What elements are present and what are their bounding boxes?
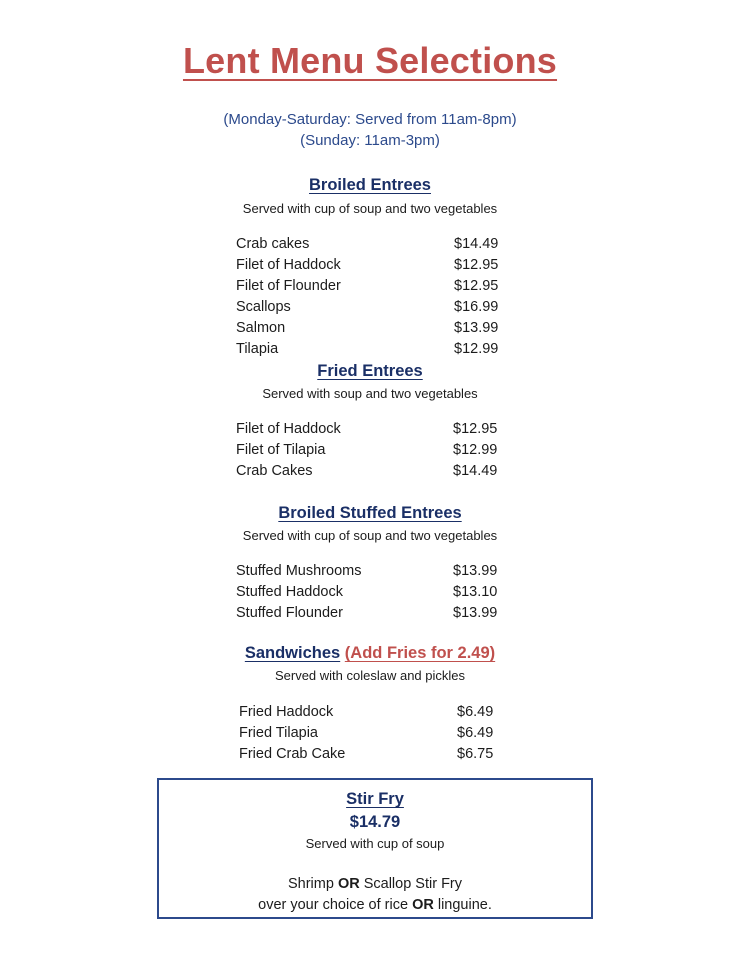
item-name: Filet of Haddock: [236, 257, 341, 273]
broiled-items: [236, 234, 506, 360]
item-name: Fried Tilapia: [239, 725, 318, 741]
menu-item: [236, 419, 506, 440]
stir-fry-subtitle: Served with cup of soup: [305, 836, 445, 851]
menu-item: [236, 561, 506, 582]
sandwich-items: [239, 702, 509, 765]
menu-item: [239, 702, 509, 723]
item-price: $12.95: [453, 421, 498, 437]
menu-item: [236, 603, 506, 624]
menu-item: [236, 234, 506, 255]
broiled-section-title: Broiled Entrees: [309, 176, 431, 194]
menu-item: [236, 582, 506, 603]
page-title: Lent Menu Selections: [182, 40, 558, 81]
item-price: $6.75: [457, 746, 494, 762]
item-price: $13.10: [453, 584, 498, 600]
stuffed-section-title: Broiled Stuffed Entrees: [278, 504, 462, 522]
menu-item: [236, 440, 506, 461]
menu-item: [239, 744, 509, 765]
item-name: Tilapia: [236, 341, 279, 357]
item-price: $6.49: [457, 704, 494, 720]
fried-items: [236, 419, 506, 482]
menu-item: [236, 318, 506, 339]
hours-sunday: (Sunday: 11am-3pm): [300, 132, 440, 149]
item-name: Stuffed Mushrooms: [236, 563, 362, 579]
item-price: $13.99: [454, 320, 499, 336]
broiled-section-subtitle: Served with cup of soup and two vegetables: [242, 201, 498, 216]
menu-item: [236, 276, 506, 297]
stir-fry-base: over your choice of rice OR linguine.: [258, 897, 492, 913]
item-price: $12.99: [454, 341, 499, 357]
stuffed-section-subtitle: Served with cup of soup and two vegetables: [242, 528, 498, 543]
menu-item: [236, 297, 506, 318]
item-price: $13.99: [453, 605, 498, 621]
fried-section-title: Fried Entrees: [317, 362, 423, 380]
item-name: Filet of Flounder: [236, 278, 341, 294]
item-price: $16.99: [454, 299, 499, 315]
sandwiches-section-subtitle: Served with coleslaw and pickles: [274, 668, 466, 683]
item-name: Stuffed Haddock: [236, 584, 343, 600]
stir-fry-options: Shrimp OR Scallop Stir Fry: [287, 876, 463, 892]
menu-item: [236, 339, 506, 360]
stir-fry-title: Stir Fry: [346, 790, 404, 808]
item-name: Stuffed Flounder: [236, 605, 343, 621]
menu-item: [236, 461, 506, 482]
item-name: Salmon: [236, 320, 286, 336]
hours-weekday: (Monday-Saturday: Served from 11am-8pm): [223, 111, 517, 128]
item-price: $14.49: [453, 463, 498, 479]
item-price: $13.99: [453, 563, 498, 579]
item-price: $6.49: [457, 725, 494, 741]
add-fries-note: (Add Fries for 2.49): [344, 644, 496, 662]
item-name: Filet of Tilapia: [236, 442, 326, 458]
sandwiches-section-title: Sandwiches (Add Fries for 2.49): [244, 644, 496, 662]
item-name: Filet of Haddock: [236, 421, 341, 437]
stir-fry-box: [157, 778, 593, 919]
item-price: $12.99: [453, 442, 498, 458]
item-price: $12.95: [454, 278, 499, 294]
menu-item: [239, 723, 509, 744]
menu-item: [236, 255, 506, 276]
fried-section-subtitle: Served with soup and two vegetables: [262, 386, 478, 401]
item-name: Scallops: [236, 299, 291, 315]
item-price: $12.95: [454, 257, 499, 273]
stuffed-items: [236, 561, 506, 624]
item-name: Crab Cakes: [236, 463, 313, 479]
stir-fry-price: $14.79: [349, 813, 401, 831]
item-name: Fried Haddock: [239, 704, 334, 720]
item-name: Fried Crab Cake: [239, 746, 346, 762]
item-name: Crab cakes: [236, 236, 310, 252]
item-price: $14.49: [454, 236, 499, 252]
